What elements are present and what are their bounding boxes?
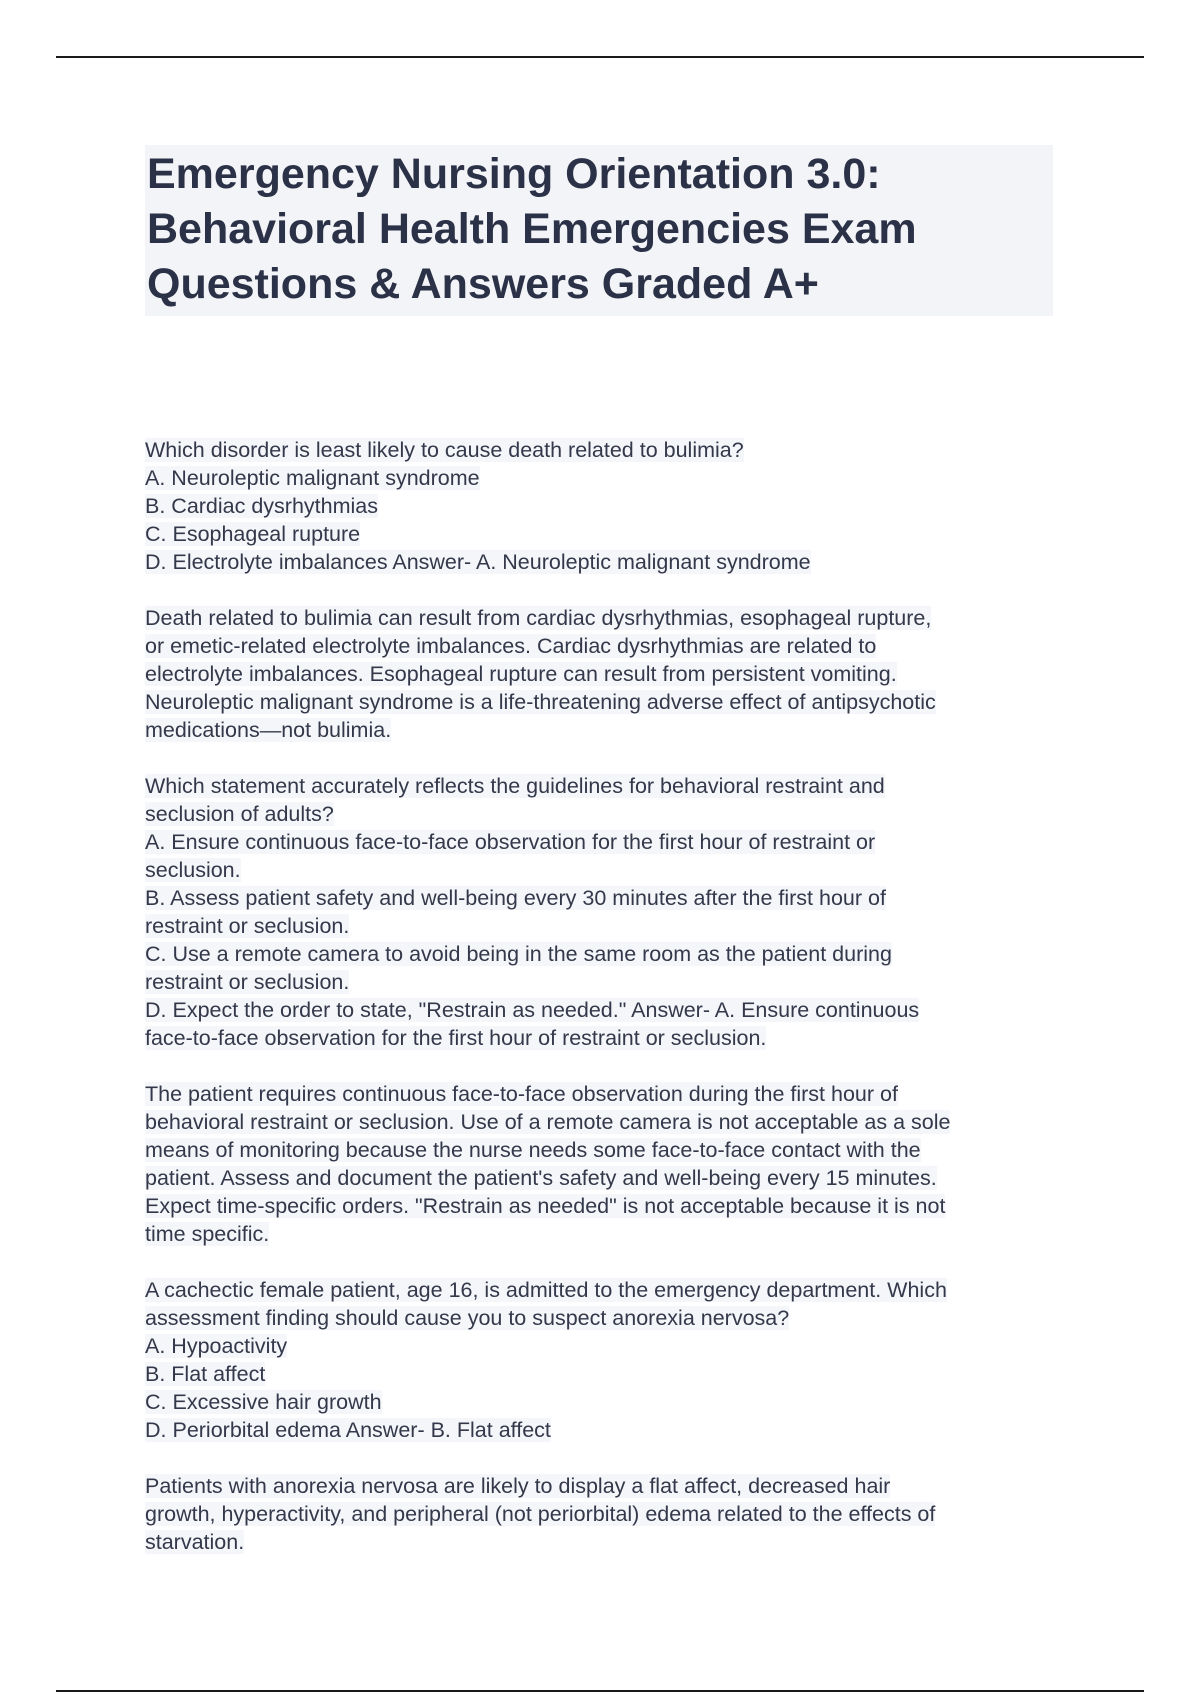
text-line: time specific. xyxy=(145,1222,270,1246)
question-block xyxy=(145,436,1053,576)
text-line: Neuroleptic malignant syndrome is a life-threatening adverse effect of antipsychotic xyxy=(145,690,936,714)
document-title xyxy=(145,145,1053,316)
text-line: A cachectic female patient, age 16, is admitted to the emergency department. Which xyxy=(145,1278,947,1302)
text-line: electrolyte imbalances. Esophageal rupture can result from persistent vomiting. xyxy=(145,662,897,686)
text-line: B. Flat affect xyxy=(145,1362,266,1386)
title-line: Behavioral Health Emergencies Exam xyxy=(147,205,917,253)
text-line: face-to-face observation for the first hour of restraint or seclusion. xyxy=(145,1026,767,1050)
text-line: restraint or seclusion. xyxy=(145,970,350,994)
title-line: Emergency Nursing Orientation 3.0: xyxy=(147,150,881,198)
text-line: D. Periorbital edema Answer- B. Flat affect xyxy=(145,1418,551,1442)
text-line: means of monitoring because the nurse needs some face-to-face contact with the xyxy=(145,1138,921,1162)
text-line: C. Excessive hair growth xyxy=(145,1390,382,1414)
text-line: or emetic-related electrolyte imbalances. Cardiac dysrhythmias are related to xyxy=(145,634,877,658)
text-line: Death related to bulimia can result from cardiac dysrhythmias, esophageal rupture, xyxy=(145,606,932,630)
text-line: seclusion. xyxy=(145,858,241,882)
document-body xyxy=(145,436,1053,1556)
text-line: Patients with anorexia nervosa are likely to display a flat affect, decreased hair xyxy=(145,1474,891,1498)
text-line: behavioral restraint or seclusion. Use of a remote camera is not acceptable as a sole xyxy=(145,1110,951,1134)
text-line: Expect time-specific orders. "Restrain as needed" is not acceptable because it is not xyxy=(145,1194,946,1218)
document-content xyxy=(145,145,1053,1556)
text-line: patient. Assess and document the patient's safety and well-being every 15 minutes. xyxy=(145,1166,937,1190)
rationale-block xyxy=(145,604,1053,744)
text-line: C. Esophageal rupture xyxy=(145,522,361,546)
question-block xyxy=(145,1276,1053,1444)
rationale-block xyxy=(145,1080,1053,1248)
text-line: The patient requires continuous face-to-face observation during the first hour of xyxy=(145,1082,898,1106)
text-line: A. Hypoactivity xyxy=(145,1334,288,1358)
text-line: A. Neuroleptic malignant syndrome xyxy=(145,466,480,490)
text-line: seclusion of adults? xyxy=(145,802,334,826)
text-line: B. Assess patient safety and well-being every 30 minutes after the first hour of xyxy=(145,886,886,910)
top-divider xyxy=(56,56,1144,58)
text-line: restraint or seclusion. xyxy=(145,914,350,938)
text-line: A. Ensure continuous face-to-face observation for the first hour of restraint or xyxy=(145,830,876,854)
title-line: Questions & Answers Graded A+ xyxy=(147,260,819,308)
text-line: B. Cardiac dysrhythmias xyxy=(145,494,378,518)
text-line: starvation. xyxy=(145,1530,245,1554)
text-line: assessment finding should cause you to suspect anorexia nervosa? xyxy=(145,1306,790,1330)
text-line: growth, hyperactivity, and peripheral (not periorbital) edema related to the effects of xyxy=(145,1502,936,1526)
rationale-block xyxy=(145,1472,1053,1556)
text-line: medications—not bulimia. xyxy=(145,718,392,742)
text-line: Which statement accurately reflects the guidelines for behavioral restraint and xyxy=(145,774,885,798)
bottom-divider xyxy=(56,1690,1144,1692)
text-line: D. Expect the order to state, "Restrain as needed." Answer- A. Ensure continuous xyxy=(145,998,920,1022)
question-block xyxy=(145,772,1053,1052)
text-line: Which disorder is least likely to cause death related to bulimia? xyxy=(145,438,744,462)
text-line: D. Electrolyte imbalances Answer- A. Neuroleptic malignant syndrome xyxy=(145,550,811,574)
text-line: C. Use a remote camera to avoid being in the same room as the patient during xyxy=(145,942,892,966)
